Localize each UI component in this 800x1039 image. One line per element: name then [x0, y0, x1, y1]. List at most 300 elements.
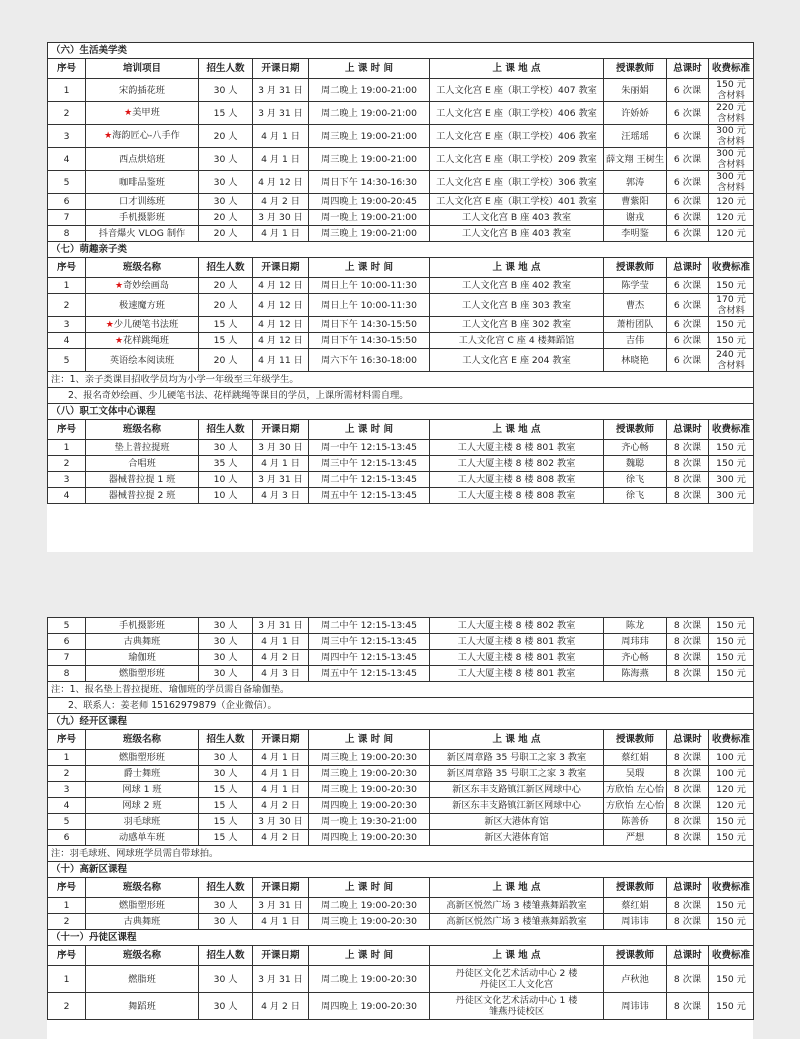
total-sessions: 8 次课 — [667, 750, 709, 766]
fee-amount: 150 元 — [716, 319, 746, 330]
column-header: 招生人数 — [199, 878, 253, 898]
column-header: 总课时 — [667, 730, 709, 750]
start-date: 4 月 1 日 — [253, 766, 309, 782]
table-row — [48, 317, 754, 333]
fee — [709, 798, 754, 814]
column-header: 收费标准 — [709, 730, 754, 750]
fee-amount: 220 元 — [716, 102, 746, 113]
enrollment-count: 10 人 — [199, 472, 253, 488]
total-sessions: 6 次课 — [667, 102, 709, 125]
enrollment-count: 30 人 — [199, 171, 253, 194]
course-name — [86, 782, 199, 798]
course-name-text: 舞蹈班 — [128, 1000, 156, 1012]
column-header: 招生人数 — [199, 420, 253, 440]
enrollment-count: 10 人 — [199, 488, 253, 504]
column-header: 开课日期 — [253, 59, 309, 79]
course-name-text: 极速魔方班 — [119, 299, 165, 311]
row-number: 7 — [48, 210, 86, 226]
enrollment-count: 20 人 — [199, 125, 253, 148]
enrollment-count: 15 人 — [199, 102, 253, 125]
class-location — [430, 618, 604, 634]
class-time: 周三晚上 19:00-20:30 — [309, 750, 430, 766]
enrollment-count: 30 人 — [199, 79, 253, 102]
column-header: 招生人数 — [199, 946, 253, 966]
class-time: 周日上午 10:00-11:30 — [309, 278, 430, 294]
column-header: 序号 — [48, 730, 86, 750]
class-location — [430, 102, 604, 125]
enrollment-count: 30 人 — [199, 440, 253, 456]
location-line: 丹徒区文化艺术活动中心 1 楼 — [455, 995, 578, 1006]
table-row — [48, 766, 754, 782]
enrollment-count: 30 人 — [199, 148, 253, 171]
class-time: 周三晚上 19:00-21:00 — [309, 226, 430, 242]
fee-amount: 150 元 — [716, 832, 746, 843]
location-line: 高新区悦然广场 3 楼雏燕舞蹈教室 — [446, 900, 587, 911]
column-header: 上 课 时 间 — [309, 258, 430, 278]
row-number: 1 — [48, 79, 86, 102]
start-date: 4 月 12 日 — [253, 333, 309, 349]
class-location — [430, 440, 604, 456]
fee — [709, 488, 754, 504]
teacher: 徐飞 — [604, 488, 667, 504]
start-date: 4 月 1 日 — [253, 125, 309, 148]
total-sessions: 6 次课 — [667, 210, 709, 226]
class-time: 周日下午 14:30-15:50 — [309, 317, 430, 333]
course-name — [86, 79, 199, 102]
class-time: 周三晚上 19:00-21:00 — [309, 125, 430, 148]
class-location — [430, 317, 604, 333]
course-name-text: 西点烘焙班 — [119, 153, 165, 165]
fee — [709, 226, 754, 242]
course-name-text: 奇妙绘画岛 — [123, 279, 169, 291]
course-name — [86, 898, 199, 914]
fee-note: 含材料 — [717, 360, 745, 371]
location-line: 工人文化宫 C 座 4 楼舞蹈馆 — [458, 335, 575, 346]
enrollment-count: 30 人 — [199, 966, 253, 993]
teacher: 朱丽娟 — [604, 79, 667, 102]
class-location — [430, 898, 604, 914]
teacher: 蔡红娟 — [604, 898, 667, 914]
location-line: 工人大厦主楼 8 楼 808 教室 — [457, 490, 576, 501]
start-date: 4 月 2 日 — [253, 993, 309, 1020]
fee — [709, 830, 754, 846]
class-location — [430, 750, 604, 766]
location-line-2: 雏燕丹徒校区 — [488, 1006, 545, 1017]
total-sessions: 6 次课 — [667, 333, 709, 349]
class-location — [430, 294, 604, 317]
table-row — [48, 666, 754, 682]
table-row — [48, 798, 754, 814]
row-number: 3 — [48, 317, 86, 333]
row-number: 1 — [48, 278, 86, 294]
row-number: 8 — [48, 666, 86, 682]
column-header: 班级名称 — [86, 878, 199, 898]
row-number: 7 — [48, 650, 86, 666]
class-time: 周四晚上 19:00-20:30 — [309, 993, 430, 1020]
row-number: 3 — [48, 472, 86, 488]
course-name-text: 手机摄影班 — [119, 212, 165, 223]
fee-amount: 150 元 — [716, 636, 746, 647]
enrollment-count: 15 人 — [199, 317, 253, 333]
course-name-text: 器械普拉提 2 班 — [108, 490, 176, 501]
table-row — [48, 634, 754, 650]
fee-amount: 300 元 — [716, 148, 746, 159]
teacher: 严想 — [604, 830, 667, 846]
fee — [709, 750, 754, 766]
row-number: 1 — [48, 898, 86, 914]
location-line: 工人文化宫 E 座（职工学校）406 教室 — [436, 107, 597, 119]
table-row — [48, 750, 754, 766]
table-row — [48, 814, 754, 830]
class-time: 周二中午 12:15-13:45 — [309, 472, 430, 488]
enrollment-count: 30 人 — [199, 634, 253, 650]
column-header: 开课日期 — [253, 946, 309, 966]
course-name — [86, 456, 199, 472]
course-name — [86, 226, 199, 242]
start-date: 4 月 1 日 — [253, 750, 309, 766]
table-row — [48, 782, 754, 798]
column-header: 上 课 地 点 — [430, 946, 604, 966]
start-date: 3 月 30 日 — [253, 440, 309, 456]
course-name — [86, 317, 199, 333]
class-location — [430, 349, 604, 372]
total-sessions: 8 次课 — [667, 634, 709, 650]
total-sessions: 8 次课 — [667, 766, 709, 782]
fee-amount: 300 元 — [716, 125, 746, 136]
total-sessions: 8 次课 — [667, 440, 709, 456]
start-date: 4 月 12 日 — [253, 317, 309, 333]
fee — [709, 294, 754, 317]
header-row — [48, 878, 754, 898]
row-number: 3 — [48, 125, 86, 148]
class-location — [430, 830, 604, 846]
class-location — [430, 194, 604, 210]
total-sessions: 8 次课 — [667, 456, 709, 472]
teacher: 郭涛 — [604, 171, 667, 194]
class-time: 周六下午 16:30-18:00 — [309, 349, 430, 372]
fee-amount: 300 元 — [716, 490, 746, 501]
star-icon: ★ — [114, 280, 124, 291]
course-name — [86, 194, 199, 210]
total-sessions: 6 次课 — [667, 226, 709, 242]
column-header: 培训项目 — [86, 59, 199, 79]
fee — [709, 782, 754, 798]
note-text: 2、报名奇妙绘画、少儿硬笔书法、花样跳绳等课目的学员，上课所需材料需自理。 — [48, 388, 754, 404]
row-number: 2 — [48, 294, 86, 317]
teacher: 徐飞 — [604, 472, 667, 488]
location-line: 工人大厦主楼 8 楼 801 教室 — [457, 652, 576, 663]
table-row — [48, 294, 754, 317]
course-name — [86, 472, 199, 488]
total-sessions: 6 次课 — [667, 317, 709, 333]
note-text: 注：1、报名垫上普拉提班、瑜伽班的学员需自备瑜伽垫。 — [48, 682, 754, 698]
class-time: 周日下午 14:30-15:50 — [309, 333, 430, 349]
total-sessions: 8 次课 — [667, 898, 709, 914]
teacher: 周玮玮 — [604, 634, 667, 650]
course-name — [86, 814, 199, 830]
location-line-2: 丹徒区工人文化宫 — [479, 979, 554, 990]
start-date: 3 月 31 日 — [253, 102, 309, 125]
fee-note: 含材料 — [717, 159, 745, 170]
course-name-text: 海韵匠心-八手作 — [112, 130, 180, 141]
column-header: 序号 — [48, 258, 86, 278]
class-time: 周四中午 12:15-13:45 — [309, 650, 430, 666]
fee-amount: 100 元 — [716, 752, 746, 763]
course-name-text: 合唱班 — [128, 458, 156, 469]
row-number: 8 — [48, 226, 86, 242]
enrollment-count: 20 人 — [199, 278, 253, 294]
total-sessions: 8 次课 — [667, 914, 709, 930]
class-location — [430, 993, 604, 1020]
table-row — [48, 278, 754, 294]
start-date: 3 月 31 日 — [253, 618, 309, 634]
course-name — [86, 666, 199, 682]
row-number: 5 — [48, 814, 86, 830]
course-name — [86, 750, 199, 766]
fee — [709, 278, 754, 294]
class-location — [430, 125, 604, 148]
class-location — [430, 472, 604, 488]
location-line: 工人文化宫 E 座（职工学校）209 教室 — [436, 153, 597, 165]
class-location — [430, 456, 604, 472]
teacher: 周讳讳 — [604, 993, 667, 1020]
teacher: 汪瑶瑶 — [604, 125, 667, 148]
section-title-row — [48, 43, 754, 59]
fee — [709, 317, 754, 333]
row-number: 3 — [48, 782, 86, 798]
row-number: 4 — [48, 488, 86, 504]
location-line: 工人文化宫 B 座 303 教室 — [461, 299, 572, 311]
total-sessions: 8 次课 — [667, 618, 709, 634]
course-name — [86, 440, 199, 456]
teacher: 卢秋池 — [604, 966, 667, 993]
class-location — [430, 333, 604, 349]
class-time: 周四晚上 19:00-20:30 — [309, 798, 430, 814]
star-icon: ★ — [105, 319, 114, 330]
column-header: 班级名称 — [86, 730, 199, 750]
course-name — [86, 333, 199, 349]
start-date: 4 月 3 日 — [253, 488, 309, 504]
fee-amount: 150 元 — [716, 900, 746, 911]
course-name — [86, 488, 199, 504]
class-location — [430, 814, 604, 830]
table-row — [48, 102, 754, 125]
teacher: 吉伟 — [604, 333, 667, 349]
fee-note: 含材料 — [717, 305, 745, 316]
enrollment-count: 20 人 — [199, 210, 253, 226]
table-row — [48, 650, 754, 666]
course-name — [86, 125, 199, 148]
teacher: 薛文翔 王树生 — [604, 148, 667, 171]
start-date: 3 月 30 日 — [253, 210, 309, 226]
table-row — [48, 349, 754, 372]
course-name-text: 爵士舞班 — [123, 768, 161, 779]
start-date: 4 月 1 日 — [253, 634, 309, 650]
location-line: 工人文化宫 B 座 402 教室 — [461, 280, 572, 291]
row-number: 4 — [48, 798, 86, 814]
course-name — [86, 278, 199, 294]
fee — [709, 814, 754, 830]
class-location — [430, 798, 604, 814]
class-time: 周一中午 12:15-13:45 — [309, 440, 430, 456]
note-text: 注：1、亲子类课目招收学员均为小学一年级至三年级学生。 — [48, 372, 754, 388]
class-location — [430, 766, 604, 782]
fee-amount: 150 元 — [716, 816, 746, 827]
row-number: 2 — [48, 766, 86, 782]
column-header: 开课日期 — [253, 878, 309, 898]
fee-note: 含材料 — [717, 136, 745, 147]
location-line: 工人文化宫 B 座 302 教室 — [461, 319, 572, 330]
star-icon: ★ — [104, 131, 113, 141]
column-header: 上 课 时 间 — [309, 946, 430, 966]
class-time: 周三晚上 19:00-20:30 — [309, 782, 430, 798]
fee — [709, 766, 754, 782]
teacher: 陈海燕 — [604, 666, 667, 682]
column-header: 上 课 地 点 — [430, 59, 604, 79]
course-name-text: 燃脂塑形班 — [119, 900, 165, 911]
class-location — [430, 210, 604, 226]
document-page-1 — [47, 42, 753, 552]
column-header: 总课时 — [667, 59, 709, 79]
enrollment-count: 30 人 — [199, 766, 253, 782]
fee-amount: 300 元 — [716, 171, 746, 182]
row-number: 5 — [48, 618, 86, 634]
location-line: 新区东丰支路镇江新区网球中心 — [452, 800, 581, 811]
total-sessions: 6 次课 — [667, 194, 709, 210]
fee — [709, 634, 754, 650]
fee-amount: 150 元 — [716, 620, 746, 631]
total-sessions: 8 次课 — [667, 993, 709, 1020]
star-icon: ★ — [124, 108, 133, 118]
enrollment-count: 35 人 — [199, 456, 253, 472]
class-time: 周一晚上 19:30-21:00 — [309, 814, 430, 830]
course-name-text: 花样跳绳班 — [123, 334, 169, 346]
enrollment-count: 15 人 — [199, 333, 253, 349]
teacher: 蔡红娟 — [604, 750, 667, 766]
column-header: 收费标准 — [709, 878, 754, 898]
column-header: 班级名称 — [86, 258, 199, 278]
column-header: 授课教师 — [604, 878, 667, 898]
table-row — [48, 148, 754, 171]
course-name-text: 器械普拉提 1 班 — [108, 474, 176, 485]
row-number: 5 — [48, 171, 86, 194]
enrollment-count: 20 人 — [199, 226, 253, 242]
column-header: 上 课 地 点 — [430, 258, 604, 278]
fee-amount: 150 元 — [716, 442, 746, 453]
enrollment-count: 15 人 — [199, 814, 253, 830]
location-line: 工人大厦主楼 8 楼 802 教室 — [457, 620, 576, 631]
enrollment-count: 30 人 — [199, 750, 253, 766]
fee — [709, 993, 754, 1020]
fee — [709, 966, 754, 993]
note-row — [48, 698, 754, 714]
total-sessions: 8 次课 — [667, 782, 709, 798]
class-time: 周一晚上 19:00-21:00 — [309, 210, 430, 226]
location-line: 新区东丰支路镇江新区网球中心 — [452, 784, 581, 795]
teacher: 齐心畅 — [604, 440, 667, 456]
start-date: 3 月 30 日 — [253, 814, 309, 830]
fee — [709, 79, 754, 102]
fee-amount: 150 元 — [716, 916, 746, 927]
class-location — [430, 650, 604, 666]
table-row — [48, 226, 754, 242]
class-time: 周三中午 12:15-13:45 — [309, 456, 430, 472]
fee — [709, 194, 754, 210]
fee-note: 含材料 — [717, 90, 745, 101]
row-number: 2 — [48, 102, 86, 125]
course-name — [86, 766, 199, 782]
class-time: 周四晚上 19:00-20:45 — [309, 194, 430, 210]
course-name-text: 手机摄影班 — [119, 620, 165, 631]
start-date: 4 月 1 日 — [253, 148, 309, 171]
fee — [709, 666, 754, 682]
course-name — [86, 966, 199, 993]
course-table-page-1 — [47, 42, 754, 504]
teacher: 魏聪 — [604, 456, 667, 472]
row-number: 2 — [48, 456, 86, 472]
fee — [709, 898, 754, 914]
section-title-row — [48, 862, 754, 878]
total-sessions: 8 次课 — [667, 650, 709, 666]
location-line: 丹徒区文化艺术活动中心 2 楼 — [455, 968, 578, 979]
course-name-text: 少儿硬笔书法班 — [113, 318, 179, 330]
teacher: 谢戎 — [604, 210, 667, 226]
location-line: 工人大厦主楼 8 楼 801 教室 — [457, 636, 576, 647]
total-sessions: 8 次课 — [667, 966, 709, 993]
column-header: 上 课 地 点 — [430, 878, 604, 898]
start-date: 4 月 1 日 — [253, 226, 309, 242]
course-name-text: 咖啡品鉴班 — [119, 176, 165, 188]
start-date: 4 月 1 日 — [253, 914, 309, 930]
enrollment-count: 20 人 — [199, 294, 253, 317]
total-sessions: 6 次课 — [667, 278, 709, 294]
document-page-2 — [47, 617, 753, 1039]
teacher: 李明鉴 — [604, 226, 667, 242]
class-location — [430, 782, 604, 798]
fee-amount: 120 元 — [716, 784, 746, 795]
column-header: 上 课 时 间 — [309, 59, 430, 79]
table-row — [48, 914, 754, 930]
column-header: 收费标准 — [709, 420, 754, 440]
class-location — [430, 171, 604, 194]
total-sessions: 8 次课 — [667, 798, 709, 814]
course-name-text: 宋韵插花班 — [119, 84, 165, 96]
note-row — [48, 388, 754, 404]
enrollment-count: 15 人 — [199, 782, 253, 798]
class-location — [430, 226, 604, 242]
row-number: 4 — [48, 148, 86, 171]
teacher: 许娇娇 — [604, 102, 667, 125]
column-header: 收费标准 — [709, 258, 754, 278]
start-date: 4 月 1 日 — [253, 782, 309, 798]
row-number: 1 — [48, 966, 86, 993]
section-title-row — [48, 714, 754, 730]
column-header: 开课日期 — [253, 420, 309, 440]
total-sessions: 8 次课 — [667, 472, 709, 488]
fee-amount: 150 元 — [716, 668, 746, 679]
table-row — [48, 472, 754, 488]
fee-amount: 150 元 — [716, 652, 746, 663]
class-time: 周日下午 14:30-16:30 — [309, 171, 430, 194]
fee — [709, 125, 754, 148]
enrollment-count: 30 人 — [199, 618, 253, 634]
class-time: 周五中午 12:15-13:45 — [309, 488, 430, 504]
location-line: 工人文化宫 E 座（职工学校）407 教室 — [436, 84, 597, 96]
class-time: 周三晚上 19:00-20:30 — [309, 766, 430, 782]
course-name — [86, 171, 199, 194]
section-title: （十一）丹徒区课程 — [48, 930, 754, 946]
table-row — [48, 125, 754, 148]
